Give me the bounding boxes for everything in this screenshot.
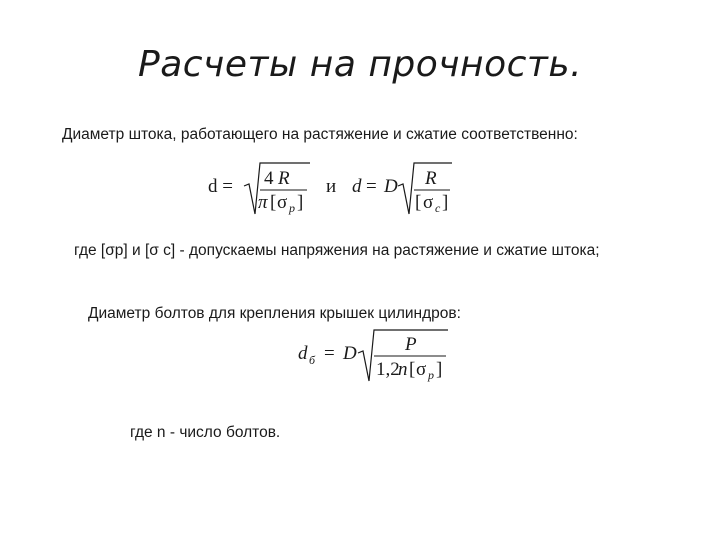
formula-factor: D — [384, 176, 398, 197]
bracket-open: [ — [270, 192, 277, 213]
numerator-var: R — [278, 168, 290, 189]
formula-factor: D — [343, 343, 357, 364]
formula-rod-tension — [208, 163, 310, 215]
formula-lhs-subscript: б — [309, 353, 316, 367]
denominator-n: n — [398, 359, 408, 380]
formula-rod-compression — [352, 163, 452, 215]
bolt-diameter-formula — [292, 326, 492, 388]
bolt-count-note: где n - число болтов. — [130, 424, 281, 441]
sigma-subscript: c — [435, 201, 441, 215]
slide-title: Расчеты на прочность. — [137, 44, 583, 85]
formula-lhs-var: d — [298, 343, 308, 364]
formula-lhs: d = — [208, 176, 233, 197]
rod-diameter-intro: Диаметр штока, работающего на растяжение и сжатие соответственно: — [62, 126, 578, 143]
pi-symbol: π — [258, 192, 268, 213]
numerator: P — [405, 334, 417, 355]
bracket-close: ] — [442, 192, 449, 213]
bracket-open: [ — [415, 192, 422, 213]
numerator: R — [425, 168, 437, 189]
denominator-coef: 1,2 — [376, 359, 400, 380]
sigma-subscript: p — [428, 368, 434, 382]
bracket-open: [ — [409, 359, 416, 380]
sigma-symbol: σ — [423, 192, 434, 213]
formula-eq: = — [324, 343, 335, 364]
bolt-diameter-intro: Диаметр болтов для крепления крышек цилиндров: — [88, 305, 461, 322]
sigma-symbol: σ — [416, 359, 427, 380]
formula-connector: и — [326, 176, 337, 197]
sigma-subscript: p — [289, 201, 295, 215]
numerator-coef: 4 — [264, 168, 274, 189]
allowable-stress-note: где [σр] и [σ с] - допускаемы напряжения на растяжение и сжатие штока; — [74, 242, 600, 259]
formula-eq: = — [366, 176, 377, 197]
formula-lhs-var: d — [352, 176, 362, 197]
bracket-close: ] — [297, 192, 304, 213]
sigma-symbol: σ — [277, 192, 288, 213]
bracket-close: ] — [436, 359, 443, 380]
rod-diameter-formulas — [200, 158, 500, 222]
